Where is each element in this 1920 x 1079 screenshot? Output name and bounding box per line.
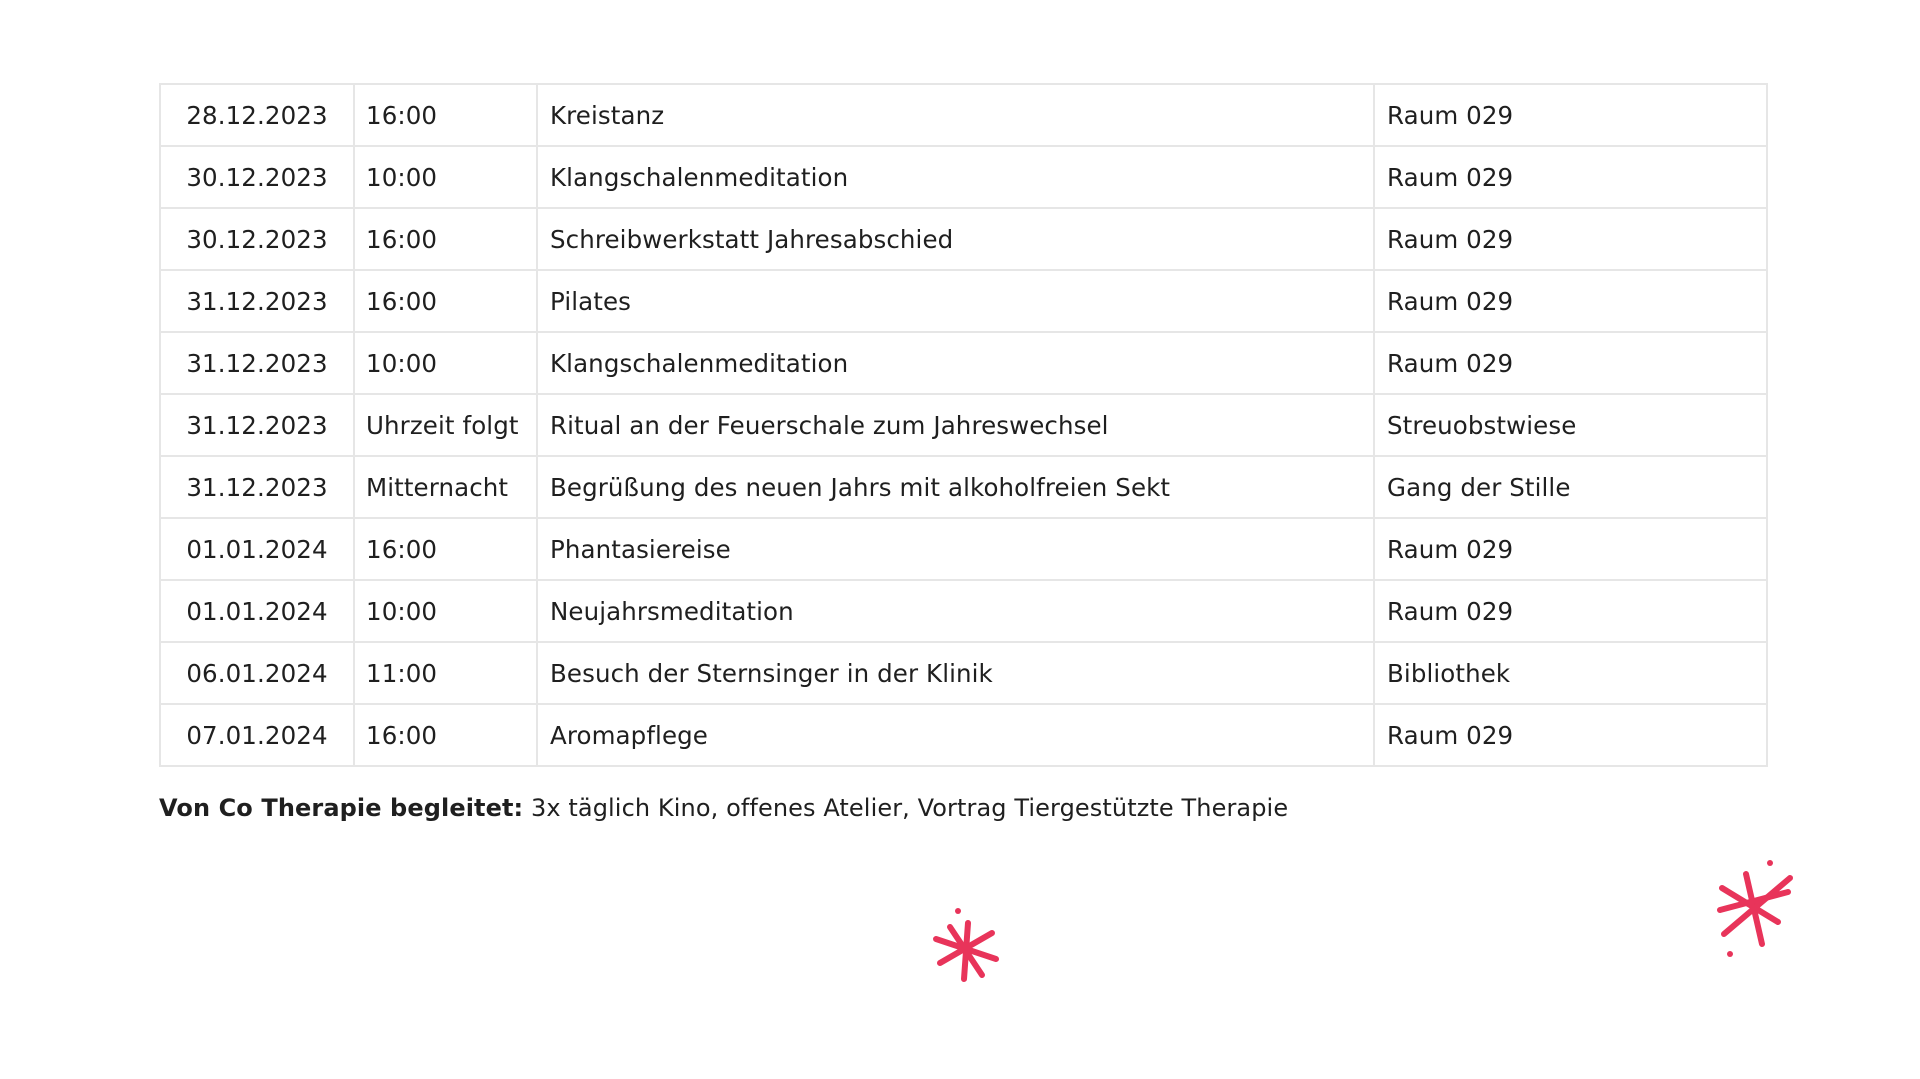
table-row xyxy=(160,332,1767,394)
note-label: Von Co Therapie begleitet: xyxy=(159,794,524,822)
place-cell: Raum 029 xyxy=(1374,146,1767,208)
time-cell: 10:00 xyxy=(354,580,537,642)
time-cell: 16:00 xyxy=(354,518,537,580)
place-cell: Raum 029 xyxy=(1374,704,1767,766)
table-row xyxy=(160,146,1767,208)
event-cell: Besuch der Sternsinger in der Klinik xyxy=(537,642,1374,704)
schedule-body xyxy=(160,84,1767,766)
event-cell: Pilates xyxy=(537,270,1374,332)
table-row xyxy=(160,456,1767,518)
place-cell: Raum 029 xyxy=(1374,208,1767,270)
time-cell: Mitternacht xyxy=(354,456,537,518)
date-cell: 30.12.2023 xyxy=(160,208,354,270)
table-row xyxy=(160,580,1767,642)
event-cell: Phantasiereise xyxy=(537,518,1374,580)
place-cell: Raum 029 xyxy=(1374,580,1767,642)
sparkle-icon xyxy=(1708,858,1798,958)
table-row xyxy=(160,394,1767,456)
table-row xyxy=(160,208,1767,270)
time-cell: 10:00 xyxy=(354,332,537,394)
event-cell: Begrüßung des neuen Jahrs mit alkoholfreien Sekt xyxy=(537,456,1374,518)
event-cell: Klangschalenmeditation xyxy=(537,332,1374,394)
time-cell: Uhrzeit folgt xyxy=(354,394,537,456)
date-cell: 31.12.2023 xyxy=(160,456,354,518)
table-row xyxy=(160,642,1767,704)
table-row xyxy=(160,704,1767,766)
date-cell: 30.12.2023 xyxy=(160,146,354,208)
place-cell: Raum 029 xyxy=(1374,332,1767,394)
place-cell: Streuobstwiese xyxy=(1374,394,1767,456)
sparkle-icon xyxy=(928,905,1004,985)
date-cell: 31.12.2023 xyxy=(160,270,354,332)
co-therapy-note xyxy=(159,794,1288,822)
date-cell: 31.12.2023 xyxy=(160,394,354,456)
date-cell: 07.01.2024 xyxy=(160,704,354,766)
place-cell: Raum 029 xyxy=(1374,84,1767,146)
event-cell: Ritual an der Feuerschale zum Jahreswechsel xyxy=(537,394,1374,456)
place-cell: Gang der Stille xyxy=(1374,456,1767,518)
schedule-table xyxy=(159,83,1768,767)
note-text: 3x täglich Kino, offenes Atelier, Vortrag Tiergestützte Therapie xyxy=(530,794,1289,822)
date-cell: 31.12.2023 xyxy=(160,332,354,394)
date-cell: 01.01.2024 xyxy=(160,580,354,642)
event-cell: Kreistanz xyxy=(537,84,1374,146)
date-cell: 01.01.2024 xyxy=(160,518,354,580)
event-cell: Neujahrsmeditation xyxy=(537,580,1374,642)
time-cell: 10:00 xyxy=(354,146,537,208)
place-cell: Raum 029 xyxy=(1374,518,1767,580)
table-row xyxy=(160,270,1767,332)
place-cell: Bibliothek xyxy=(1374,642,1767,704)
time-cell: 16:00 xyxy=(354,84,537,146)
time-cell: 11:00 xyxy=(354,642,537,704)
time-cell: 16:00 xyxy=(354,270,537,332)
event-cell: Aromapflege xyxy=(537,704,1374,766)
time-cell: 16:00 xyxy=(354,704,537,766)
date-cell: 28.12.2023 xyxy=(160,84,354,146)
table-row xyxy=(160,518,1767,580)
place-cell: Raum 029 xyxy=(1374,270,1767,332)
time-cell: 16:00 xyxy=(354,208,537,270)
date-cell: 06.01.2024 xyxy=(160,642,354,704)
event-cell: Klangschalenmeditation xyxy=(537,146,1374,208)
table-row xyxy=(160,84,1767,146)
event-cell: Schreibwerkstatt Jahresabschied xyxy=(537,208,1374,270)
